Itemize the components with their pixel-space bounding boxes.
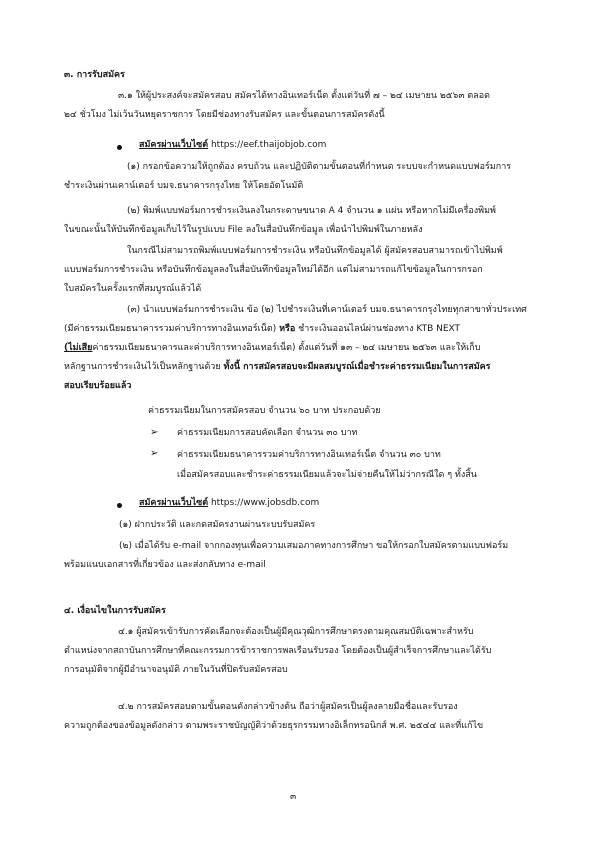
web2-step-2-line2: พร้อมแนบเอกสารที่เกี่ยวข้อง และส่งกลับทาง e-mail	[64, 560, 266, 570]
fee-item-bank: ค่าธรรมเนียมธนาคารรวมค่าบริการทางอินเทอร์เน็ต จำนวน ๓๐ บาท	[177, 450, 441, 460]
step-2b-line1: ในกรณีไม่สามารถพิมพ์แบบฟอร์มการชำระเงิน หรือบันทึกข้อมูลได้ ผู้สมัครสอบสามารถเข้าไปพิมพ์	[127, 246, 503, 256]
step-2-line1: (๒) พิมพ์แบบฟอร์มการชำระเงินลงในกระดาษขนาด A 4 จำนวน ๑ แผ่น หรือหากไม่มีเครื่องพิมพ์	[127, 206, 496, 216]
step-2b-line3: ใบสมัครในครั้งแรกที่สมบูรณ์แล้วได้	[64, 284, 202, 294]
step-3-line2	[64, 324, 460, 334]
website-1	[139, 140, 326, 150]
bullet-icon	[117, 503, 122, 508]
bullet-icon	[117, 145, 122, 150]
para-4-1-line1: ๔.๑ ผู้สมัครเข้ารับการคัดเลือกจะต้องเป็นผู้มีคุณวุฒิการศึกษาตรงตามคุณสมบัติเฉพาะสำหรับ	[118, 627, 474, 637]
para-4-1-line3: การอนุมัติจากผู้มีอำนาจอนุมัติ ภายในวันที่ปิดรับสมัครสอบ	[64, 665, 288, 675]
step-3-complete-note: ทั้งนี้ การสมัครสอบจะมีผลสมบูรณ์เมื่อชำระค่าธรรมเนียมในการสมัคร	[223, 362, 491, 372]
step-2b-line2: แบบฟอร์มการชำระเงิน หรือบันทึกข้อมูลลงในสื่อบันทึกข้อมูลใหม่ได้อีก แต่ไม่สามารถแก้ไขข้อมูลในการกรอก	[64, 265, 483, 275]
page-number: ๓	[290, 792, 297, 802]
website-2-label: สมัครผ่านเว็บไซต์	[139, 498, 209, 508]
arrow-icon: ➢	[150, 427, 159, 438]
para-3-1-line2: ๒๔ ชั่วโมง ไม่เว้นวันหยุดราชการ โดยมีช่องทางรับสมัคร และขั้นตอนการสมัครดังนี้	[64, 110, 385, 120]
step-3-receipt: หลักฐานการชำระเงินไว้เป็นหลักฐานด้วย	[64, 362, 221, 372]
step-3-line5: สอบเรียบร้อยแล้ว	[64, 381, 132, 391]
para-4-2-line1: ๔.๒ การสมัครสอบตามขั้นตอนดังกล่าวข้างต้น ถือว่าผู้สมัครเป็นผู้ลงลายมือชื่อและรับรอง	[118, 702, 458, 712]
web2-step-1: (๑) ฝากประวัติ และกดสมัครงานผ่านระบบรับสมัคร	[119, 520, 316, 530]
step-3-dates: ค่าธรรมเนียมธนาคารและค่าบริการทางอินเทอร์เน็ต) ตั้งแต่วันที่ ๑๓ – ๒๔ เมษายน ๒๕๖๓ และให้เก็บ	[92, 343, 481, 353]
website-2	[139, 498, 319, 508]
step-3-online: ชำระเงินออนไลน์ผ่านช่องทาง KTB NEXT	[298, 324, 461, 334]
step-1-line2: ชำระเงินผ่านเคาน์เตอร์ บมจ.ธนาคารกรุงไทย ให้โดยอัตโนมัติ	[64, 181, 304, 191]
web2-step-2-line1: (๒) เมื่อได้รับ e-mail จากกองทุนเพื่อความเสมอภาคทางการศึกษา ขอให้กรอกใบสมัครตามแบบฟอร์ม	[119, 541, 509, 551]
website-1-label: สมัครผ่านเว็บไซต์	[139, 140, 209, 150]
para-4-2-line2: ความถูกต้องของข้อมูลดังกล่าว ตามพระราชบัญญัติว่าด้วยธุรกรรมทางอิเล็กทรอนิกส์ พ.ศ. ๒๕๔๔ และที่แก้ไข	[64, 721, 484, 731]
section-4-title: ๔. เงื่อนไขในการรับสมัคร	[64, 606, 166, 616]
fee-summary: ค่าธรรมเนียมในการสมัครสอบ จำนวน ๖๐ บาท ประกอบด้วย	[148, 406, 381, 416]
step-3-line3	[64, 343, 480, 353]
step-2-line2: ในขณะนั้นให้บันทึกข้อมูลเก็บไว้ในรูปแบบ File ลงในสื่อบันทึกข้อมูล เพื่อนำไปพิมพ์ในภายหลัง	[64, 225, 423, 235]
para-4-1-line2: ตำแหน่งจากสถาบันการศึกษาที่คณะกรรมการข้าราชการพลเรือนรับรอง โดยต้องเป็นผู้สำเร็จการศึกษาและได้รับ	[64, 646, 492, 656]
section-3-title: ๓. การรับสมัคร	[64, 70, 125, 80]
step-3-bank-fee: (มีค่าธรรมเนียมธนาคารรวมค่าบริการทางอินเทอร์เน็ต)	[64, 324, 277, 334]
website-1-url[interactable]: https://eef.thaijobjob.com	[210, 140, 327, 150]
step-3-no-fee: (ไม่เสีย	[64, 343, 93, 353]
fee-no-refund-note: เมื่อสมัครสอบและชำระค่าธรรมเนียมแล้วจะไม่จ่ายคืนให้ไม่ว่ากรณีใด ๆ ทั้งสิ้น	[177, 470, 477, 480]
step-3-line1: (๓) นำแบบฟอร์มการชำระเงิน ข้อ (๒) ไปชำระเงินที่เคาน์เตอร์ บมจ.ธนาคารกรุงไทยทุกสาขาทั่วประเทศ	[127, 305, 527, 315]
para-3-1-line1: ๓.๑ ให้ผู้ประสงค์จะสมัครสอบ สมัครได้ทางอินเทอร์เน็ต ตั้งแต่วันที่ ๗ – ๒๔ เมษายน ๒๕๖๓ ตลอด	[118, 91, 490, 101]
fee-item-exam: ค่าธรรมเนียมการสอบคัดเลือก จำนวน ๓๐ บาท	[177, 428, 358, 438]
step-3-or: หรือ	[279, 324, 296, 334]
website-2-url[interactable]: https://www.jobsdb.com	[210, 498, 320, 508]
arrow-icon: ➢	[150, 448, 159, 459]
step-1-line1: (๑) กรอกข้อความให้ถูกต้อง ครบถ้วน และปฏิบัติตามขั้นตอนที่กำหนด ระบบจะกำหนดแบบฟอร์มการ	[127, 162, 512, 172]
step-3-line4	[64, 362, 491, 372]
